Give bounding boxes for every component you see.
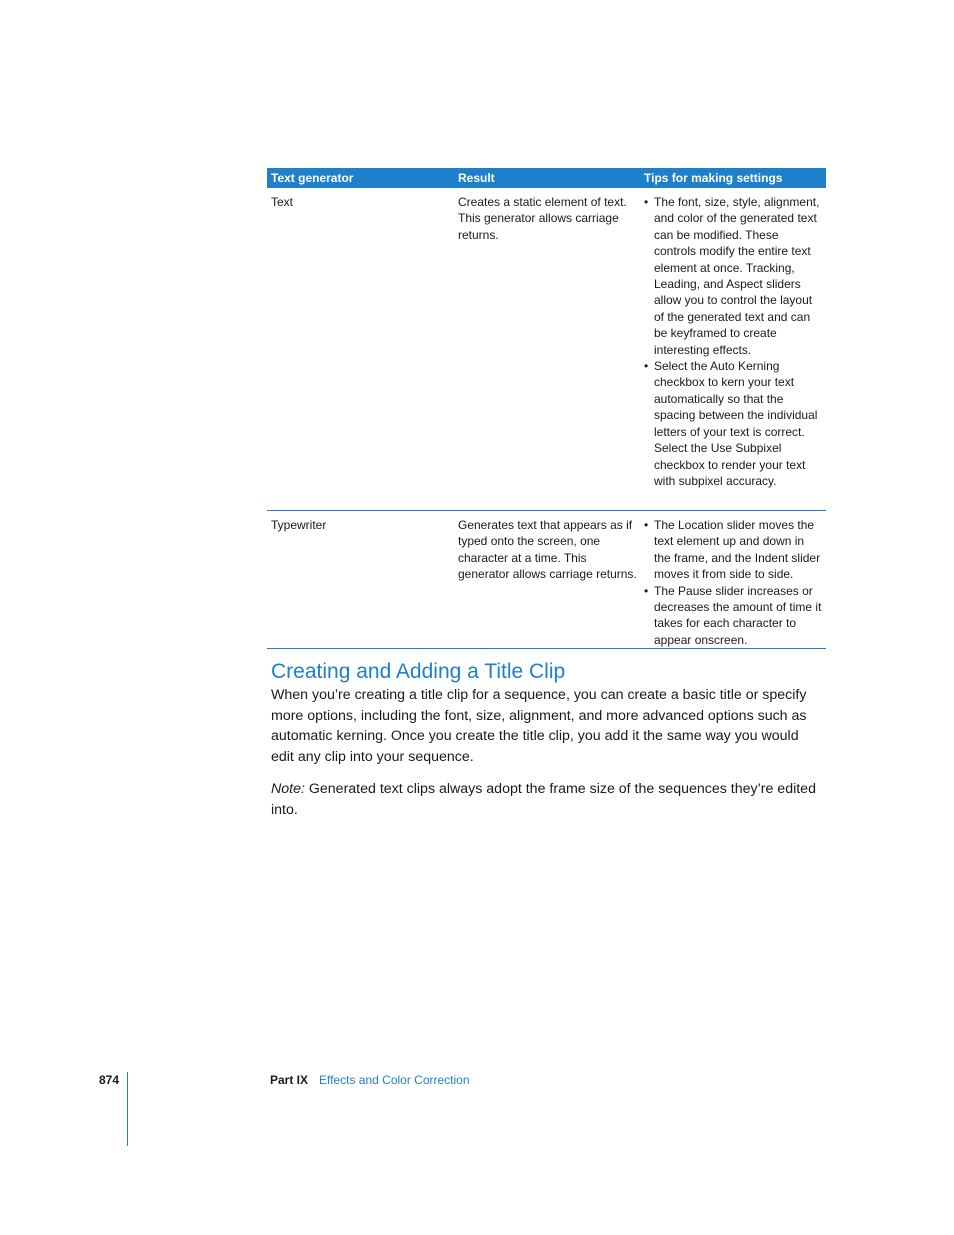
note-text: Generated text clips always adopt the frame size of the sequences they’re edited into.: [271, 781, 816, 818]
footer-part: Part IX: [270, 1073, 309, 1087]
page-number: 874: [99, 1073, 120, 1087]
generator-name: Typewriter: [271, 518, 327, 532]
tip-text: Select the Auto Kerning checkbox to kern your text automatically so that the spacing between the individual letters of your text is correct. Select the Use Subpixel checkbox to render your text with subpixel accuracy.: [654, 359, 818, 488]
header-tips: Tips for making settings: [644, 170, 783, 185]
tip-item: [644, 583, 822, 649]
bullet-icon: •: [644, 583, 649, 598]
note-label: Note:: [271, 781, 305, 797]
table-header: [267, 168, 826, 188]
generator-tips: [640, 511, 826, 648]
tip-item: [644, 517, 822, 583]
table-row: [267, 511, 826, 649]
footer-divider: [127, 1072, 128, 1146]
header-result: Result: [458, 170, 495, 185]
body-paragraph: When you’re creating a title clip for a sequence, you can create a basic title or specify more options, including the font, size, alignment, and more advanced options such as automatic kerning. Once you create the title clip, you add it the same way you would edit any clip into your sequence.: [271, 687, 807, 765]
tip-text: The Location slider moves the text element up and down in the frame, and the Indent slider moves it from side to side.: [654, 518, 821, 582]
generator-result: Generates text that appears as if typed onto the screen, one character at a time. This generator allows carriage returns.: [458, 518, 637, 582]
bullet-icon: •: [644, 359, 649, 374]
bullet-icon: •: [644, 195, 649, 209]
generator-result: Creates a static element of text. This generator allows carriage returns.: [458, 195, 627, 242]
tip-item: [644, 358, 822, 489]
tip-text: The Pause slider increases or decreases the amount of time it takes for each character to appear onscreen.: [654, 583, 822, 647]
note-paragraph: [271, 779, 821, 820]
tip-text: The font, size, style, alignment, and color of the generated text can be modified. These controls modify the entire text element at once. Tracking, Leading, and Aspect sliders allow you to control the layout of the generated text and can be keyframed to create interesting effects.: [654, 195, 820, 357]
footer-chapter-link[interactable]: Effects and Color Correction: [319, 1073, 470, 1087]
generator-tips: [640, 188, 826, 510]
header-text-generator: Text generator: [271, 170, 354, 185]
generator-name: Text: [271, 195, 294, 209]
bullet-icon: •: [644, 518, 649, 532]
generator-table: [267, 168, 826, 649]
section-heading: Creating and Adding a Title Clip: [271, 660, 566, 683]
table-row: [267, 188, 826, 511]
tip-item: [644, 194, 822, 358]
